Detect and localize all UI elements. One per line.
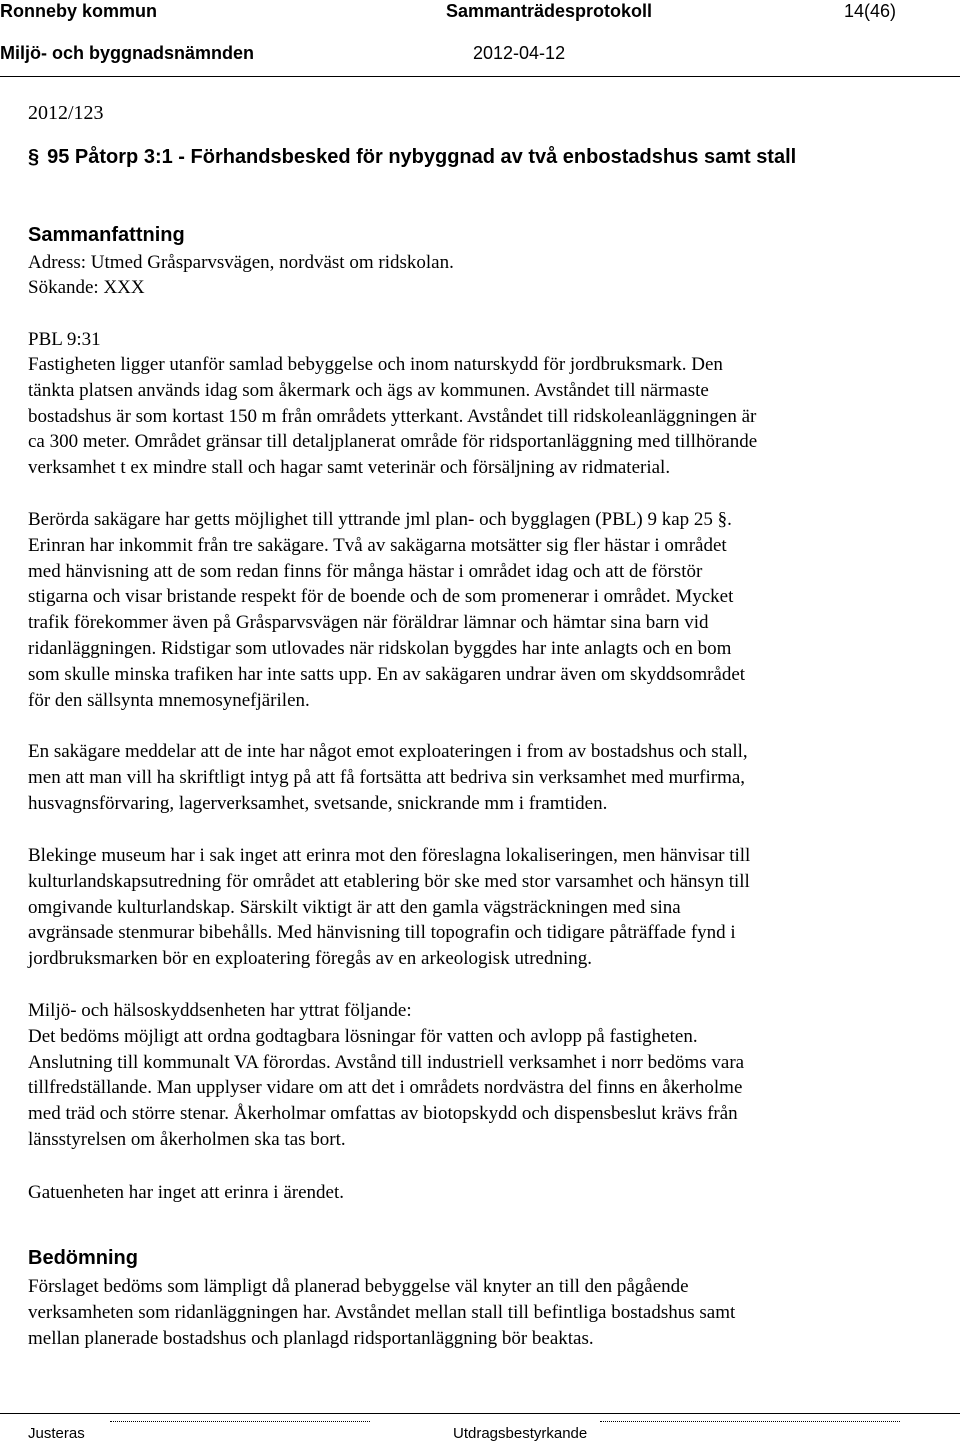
page-number: 14(46) — [844, 1, 897, 21]
text-line: Det bedöms möjligt att ordna godtagbara lösningar för vatten och avlopp på fastigheten. — [28, 1025, 698, 1047]
text-line: stigarna och visar bristande respekt för de boende och de som promenerar i området. Mycket — [28, 586, 734, 608]
text-line: verksamheten som ridanläggningen har. Avståndet mellan stall till befintliga bostadshus samt — [28, 1301, 736, 1323]
text-line: Berörda sakägare har getts möjlighet till yttrande jml plan- och bygglagen (PBL) 9 kap 25 §. — [28, 509, 732, 530]
text-line: omgivande kulturlandskap. Särskilt viktigt är att den gamla vägsträckningen med sina — [28, 896, 681, 918]
section-title — [28, 146, 796, 169]
summary-heading: Sammanfattning — [28, 224, 185, 246]
text-line: mellan planerade bostadshus och planlagd ridsportanläggning bör beaktas. — [28, 1327, 594, 1349]
text-line: husvagnsförvaring, lagerverksamhet, svetsande, snickrande mm i framtiden. — [28, 792, 608, 814]
applicant-line: Sökande: XXX — [28, 277, 145, 298]
paragraph-stakeholders — [28, 507, 933, 713]
text-line: En sakägare meddelar att de inte har något emot exploateringen i from av bostadshus och stall, — [28, 741, 748, 762]
text-line: Blekinge museum har i sak inget att erinra mot den föreslagna lokaliseringen, men hänvisar till — [28, 845, 751, 866]
text-line: tänkta platsen används idag som åkermark och ägs av kommunen. Avståndet till närmaste — [28, 379, 709, 401]
assessment-heading: Bedömning — [28, 1247, 138, 1269]
section-title-text: 95 Påtorp 3:1 - Förhandsbesked för nybyggnad av två enbostadshus samt stall — [47, 146, 797, 168]
text-line: bostadshus är som kortast 150 m från områdets ytterkant. Avståndet till ridskoleanläggningen är — [28, 405, 757, 427]
paragraph-owner-statement — [28, 739, 933, 816]
case-number: 2012/123 — [28, 102, 104, 124]
text-line: Anslutning till kommunalt VA förordas. Avstånd till industriell verksamhet i norr bedöms vara — [28, 1051, 745, 1073]
text-line: Förslaget bedöms som lämpligt då planerad bebyggelse väl knyter an till den pågående — [28, 1276, 689, 1297]
text-line: med hänvisning att de som redan finns för många hästar i området idag och att de förstör — [28, 560, 703, 582]
text-line: Fastigheten ligger utanför samlad bebyggelse och inom naturskydd för jordbruksmark. Den — [28, 354, 723, 375]
paragraph-environment-unit — [28, 998, 933, 1153]
text-line: för den sällsynta mnemosynefjärilen. — [28, 689, 310, 711]
paragraph-museum — [28, 843, 933, 972]
text-line: länsstyrelsen om åkerholmen ska tas bort. — [28, 1128, 346, 1150]
text-line: Erinran har inkommit från tre sakägare. Två av sakägarna motsätter sig fler hästar i området — [28, 534, 727, 556]
text-line: trafik förekommer även på Gråsparvsvägen när föräldrar lämnar och hämtar sina barn vid — [28, 612, 709, 634]
text-line: ca 300 meter. Området gränsar till detaljplanerat område för ridsportanläggning med tillhörande — [28, 431, 758, 453]
address-line: Adress: Utmed Gråsparvsvägen, nordväst om ridskolan. — [28, 252, 454, 273]
meeting-date: 2012-04-12 — [473, 43, 566, 63]
text-line: kulturlandskapsutredning för området att etablering bör ske med stor varsamhet och hänsyn till — [28, 870, 750, 892]
text-line: Miljö- och hälsoskyddsenheten har yttrat följande: — [28, 1000, 412, 1021]
utdragsbestyrkande-label: Utdragsbestyrkande — [453, 1425, 588, 1442]
section-symbol: § — [28, 146, 40, 168]
board-name: Miljö- och byggnadsnämnden — [0, 43, 255, 63]
text-line: men att man vill ha skriftligt intyg på att få fortsätta att bedriva sin verksamhet med murfirma, — [28, 766, 746, 788]
footer-rule — [0, 1413, 960, 1414]
pbl-line: PBL 9:31 — [28, 329, 101, 350]
text-line: avgränsade stenmurar bibehålls. Med hänvisning till topografin och tidigare påträffade fynd i — [28, 922, 736, 944]
text-line: verksamhet t ex mindre stall och hagar samt veterinär och försäljning av ridmaterial. — [28, 457, 671, 479]
text-line: som skulle minska trafiken har inte satts upp. En av sakägaren undrar även om skyddsområdet — [28, 663, 746, 685]
municipality-name: Ronneby kommun — [0, 1, 158, 21]
utdragsbestyrkande-signature-line — [600, 1421, 900, 1422]
text-line: tillfredställande. Man upplyser vidare om att det i områdets nordvästra del finns en åkerholme — [28, 1077, 743, 1099]
justeras-signature-line — [110, 1421, 370, 1422]
header-rule — [0, 76, 960, 77]
text-line: ridanläggningen. Ridstigar som utlovades när ridskolan byggdes har inte anlagts och en bom — [28, 637, 732, 659]
document-type: Sammanträdesprotokoll — [446, 1, 653, 21]
text-line: jordbruksmarken bör en exploatering föregås av en arkeologisk utredning. — [28, 948, 593, 970]
justeras-label: Justeras — [28, 1425, 85, 1442]
paragraph-assessment — [28, 1274, 933, 1351]
paragraph-property — [28, 352, 933, 481]
text-line: med träd och större stenar. Åkerholmar omfattas av biotopskydd och dispensbeslut krävs från — [28, 1103, 738, 1125]
street-unit-line: Gatuenheten har inget att erinra i ärendet. — [28, 1182, 344, 1203]
